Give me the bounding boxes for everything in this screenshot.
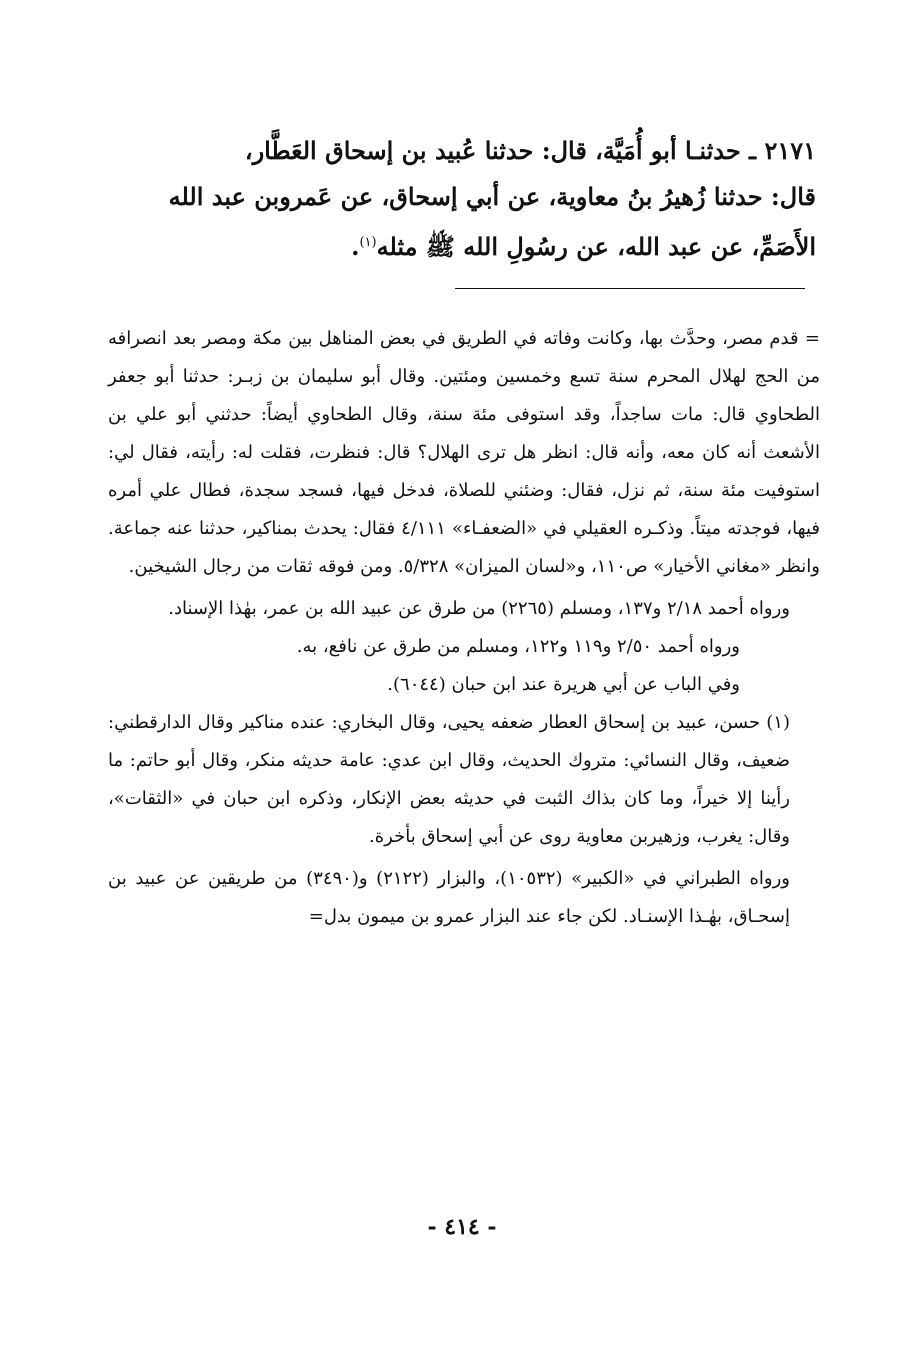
footnote-reference: (١) — [359, 235, 377, 250]
page-number: - ٤١٤ - — [427, 1214, 497, 1240]
hadith-line-end: . — [351, 232, 360, 261]
footnote-paragraph: ورواه أحمد ٢/١٨ و١٣٧، ومسلم (٢٢٦٥) من طرق عن عبيد الله بن عمر، بهٰذا الإسناد. — [168, 598, 790, 619]
footnote-paragraph: ورواه أحمد ٢/٥٠ و١١٩ و١٢٢، ومسلم من طرق عن نافع، به. — [296, 636, 740, 657]
hadith-line: ٢١٧١ ـ حدثنـا أبو أُمَيَّة، قال: حدثنا عُبيد بن إسحاق العَطَّار، — [244, 136, 816, 165]
hadith-line: قال: حدثنا زُهيرُ بنُ معاوية، عن أبي إسحاق، عن عَمروبن عبد الله — [168, 182, 816, 211]
footnotes — [108, 320, 820, 936]
footnote-paragraph: = قدم مصر، وحدَّث بها، وكانت وفاته في الطريق في بعض المناهل بين مكة ومصر بعد انصرافه من الحج لهلال المحرم سنة تسع وخمسين ومئتين. وقال أبو سليمان بن زبـر: حدثنا أبو جعفر الطحاوي قال: مات ساجداً، وقد استوفى مئة سنة، وقال الطحاوي أيضاً: حدثني أبو علي بن الأشعث أنه كان معه، وأنه قال: انظر هل ترى الهلال؟ قال: فنظرت، فقلت له: رأيته، فقال لي: استوفيت مئة سنة، ثم نزل، فقال: وضئني للصلاة، فدخل فيها، فسجد سجدة، فطال علي أمره فيها، فوجدته ميتاً. وذكـره العقيلي في «الضعفـاء» ٤/١١١ فقال: يحدث بمناكير، حدثنا عنه جماعة. وانظر «مغاني الأخيار» ص١١٠، و«لسان الميزان» ٥/٣٢٨. ومن فوقه ثقات من رجال الشيخين. — [108, 328, 821, 577]
hadith-text — [110, 128, 816, 270]
hadith-line-text: الأَصَمِّ، عن عبد الله، عن رسُولِ الله ﷺ مثله — [376, 232, 816, 261]
footnote-paragraph: ورواه الطبراني في «الكبير» (١٠٥٣٢)، والبزار (٢١٢٢) و(٣٤٩٠) من طريقين عن عبيد بن إسحـاق، بهٰـذا الإسنـاد. لكن جاء عند البزار عمرو بن ميمون بدل= — [108, 868, 790, 927]
footnote-paragraph: (١) حسن، عبيد بن إسحاق العطار ضعفه يحيى، وقال البخاري: عنده مناكير وقال الدارقطني: ضعيف، وقال النسائي: متروك الحديث، وقال ابن عدي: عامة حديثه منكر، وقال أبو حاتم: ما رأينا إلا خيراً، وما كان بذاك الثبت في حديثه بعض الإنكار، وذكره ابن حبان في «الثقات»، وقال: يغرب، وزهيربن معاوية روى عن أبي إسحاق بأخرة. — [108, 712, 790, 847]
footnote-paragraph: وفي الباب عن أبي هريرة عند ابن حبان (٦٠٤٤). — [387, 674, 740, 695]
footnote-separator — [455, 288, 805, 289]
hadith-line — [110, 220, 816, 270]
